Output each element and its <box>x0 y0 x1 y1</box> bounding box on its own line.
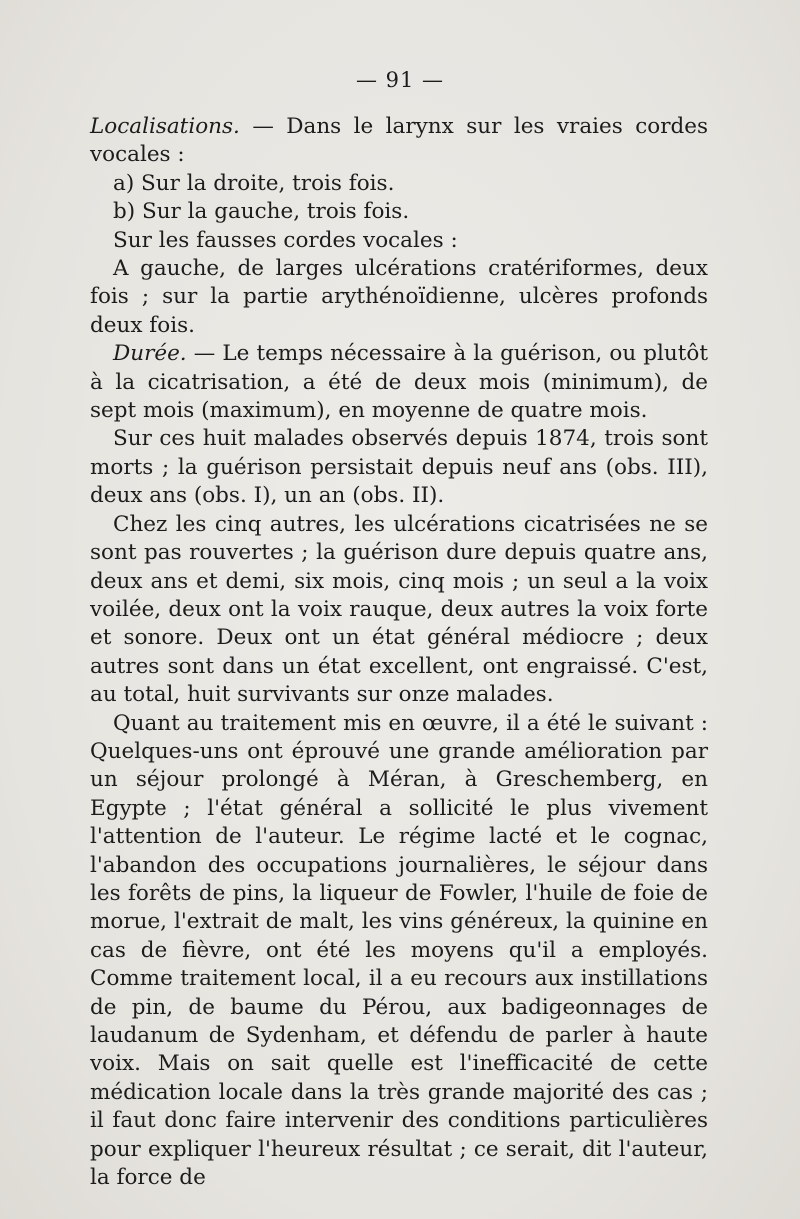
paragraph-text: — Dans le larynx sur les vraies cordes vocales : <box>90 114 708 168</box>
run-in-heading: Durée. <box>113 341 187 367</box>
page-number: — 91 — <box>355 68 445 92</box>
paragraph-text: — Le temps nécessaire à la guérison, ou plutôt à la cicatrisation, a été de deux mois (minimum), de sept mois (maximum), en moyenne de quatre mois. <box>90 341 708 424</box>
run-in-heading: Localisations. <box>90 114 240 139</box>
paragraph-huit-malades: Sur ces huit malades observés depuis 1874, trois sont morts ; la guérison persistait depuis neuf ans (obs. III), deux ans (obs. I), un an (obs. II). <box>90 426 708 509</box>
body-text <box>90 113 708 1192</box>
list-item-gauche: b) Sur la gauche, trois fois. <box>113 199 410 225</box>
paragraph-traitement: Quant au traitement mis en œuvre, il a été le suivant : Quelques-uns ont éprouvé une grande amélioration par un séjour prolongé à Méran, à Greschemberg, en Egypte ; l'état général a sollicité le plus vivement l'attention de l'auteur. Le régime lacté et le cognac, l'abandon des occupations journalières, le séjour dans les forêts de pins, la liqueur de Fowler, l'huile de foie de morue, l'extrait de malt, les vins généreux, la quinine en cas de fièvre, ont été les moyens qu'il a employés. Comme traitement local, il a eu recours aux instillations de pin, de baume du Pérou, aux badigeonnages de laudanum de Sydenham, et défendu de parler à haute voix. Mais on sait quelle est l'inefficacité de cette médication locale dans la très grande majorité des cas ; il faut donc faire intervenir des conditions particulières pour expliquer l'heureux résultat ; ce serait, dit l'auteur, la force de <box>90 710 708 1191</box>
paragraph-cinq-autres: Chez les cinq autres, les ulcérations cicatrisées ne se sont pas rouvertes ; la guérison dure depuis quatre ans, deux ans et demi, six mois, cinq mois ; un seul a la voix voilée, deux ont la voix rauque, deux autres la voix forte et sonore. Deux ont un état général médiocre ; deux autres sont dans un état excellent, ont engraissé. C'est, au total, huit survivants sur onze malades. <box>90 511 708 708</box>
paragraph-a-gauche: A gauche, de larges ulcérations cratériformes, deux fois ; sur la partie arythénoïdienne, ulcères profonds deux fois. <box>90 256 708 338</box>
paragraph-fausses-cordes: Sur les fausses cordes vocales : <box>113 227 458 253</box>
paragraph-duree <box>90 340 708 425</box>
list-item-droite: a) Sur la droite, trois fois. <box>113 170 395 196</box>
paragraph-localisations <box>90 113 708 170</box>
